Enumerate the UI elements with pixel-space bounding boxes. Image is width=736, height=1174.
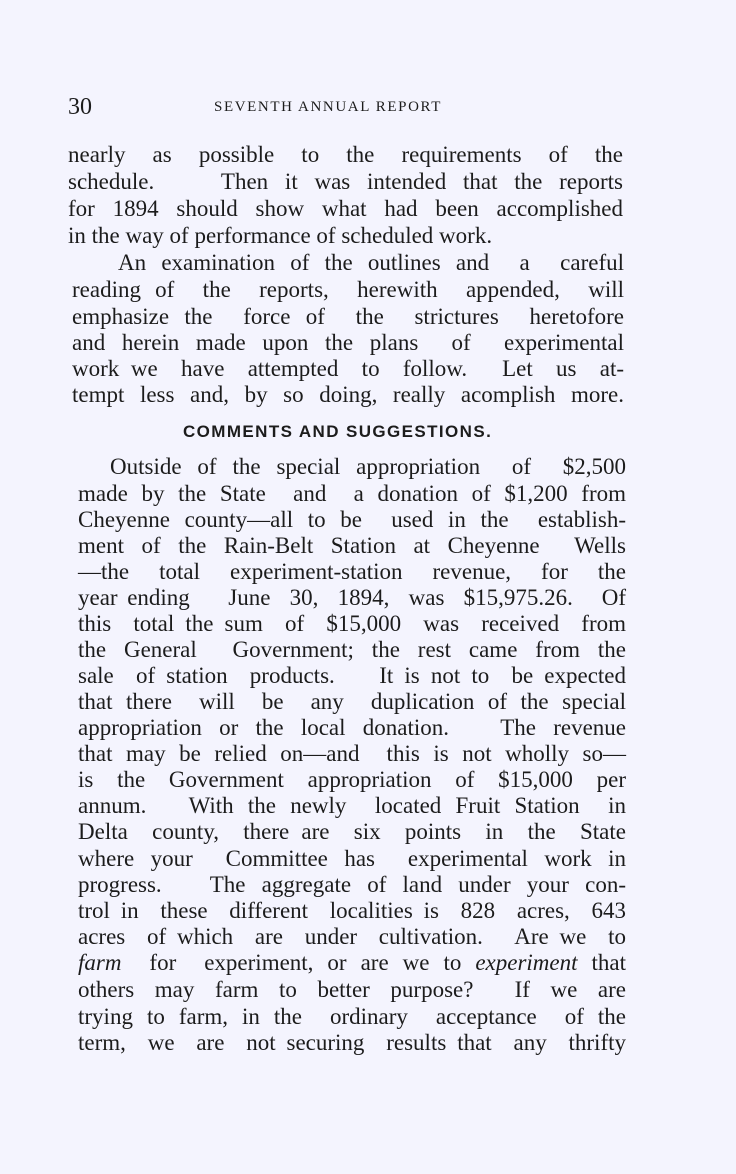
- text-line: year ending June 30, 1894, was $15,975.26. Of: [78, 585, 626, 610]
- text-line: sale of station products. It is not to be expected: [78, 663, 626, 688]
- text-span: that: [577, 950, 626, 975]
- emphasis-experiment: experiment: [475, 950, 578, 975]
- running-header: [68, 92, 628, 122]
- page-number: 30: [68, 94, 92, 120]
- section-heading: COMMENTS AND SUGGESTIONS.: [183, 422, 493, 441]
- text-line: acres of which are under cultivation. Are we to: [78, 924, 626, 949]
- text-line: where your Committee has experimental work in: [78, 846, 626, 871]
- text-line: trol in these different localities is 828 acres, 643: [78, 898, 626, 923]
- text-line: that there will be any duplication of the special: [78, 689, 626, 714]
- text-line: and herein made upon the plans of experimental: [72, 330, 624, 355]
- text-line: term, we are not securing results that any thrifty: [78, 1030, 626, 1055]
- text-line: the General Government; the rest came from the: [78, 637, 626, 662]
- text-line: in the way of performance of scheduled work.: [68, 223, 493, 248]
- text-line-mixed: [78, 950, 626, 976]
- text-line: progress. The aggregate of land under your con-: [78, 872, 626, 897]
- text-line: emphasize the force of the strictures heretofore: [72, 304, 624, 329]
- text-line: An examination of the outlines and a careful: [118, 250, 624, 275]
- text-line: is the Government appropriation of $15,000 per: [78, 767, 626, 792]
- text-line: ment of the Rain-Belt Station at Cheyenne Wells: [78, 533, 626, 558]
- text-line: trying to farm, in the ordinary acceptance of the: [78, 1004, 626, 1029]
- text-line: others may farm to better purpose? If we are: [78, 977, 626, 1002]
- text-line: Outside of the special appropriation of $2,500: [110, 454, 626, 479]
- text-line: this total the sum of $15,000 was received from: [78, 611, 626, 636]
- text-line: made by the State and a donation of $1,200 from: [78, 481, 626, 506]
- text-line: for 1894 should show what had been accomplished: [68, 196, 623, 221]
- text-line: tempt less and, by so doing, really acomplish more.: [72, 382, 624, 407]
- text-line: nearly as possible to the requirements of the: [68, 142, 623, 167]
- text-line: reading of the reports, herewith appended, will: [72, 277, 624, 302]
- text-line: that may be relied on—and this is not wholly so—: [78, 741, 626, 766]
- text-line: Cheyenne county—all to be used in the establish-: [78, 507, 626, 532]
- running-title: SEVENTH ANNUAL REPORT: [214, 99, 442, 115]
- text-line: annum. With the newly located Fruit Station in: [78, 793, 626, 818]
- text-line: schedule. Then it was intended that the reports: [68, 169, 623, 194]
- text-span: for experiment, or are we to: [121, 950, 476, 975]
- text-line: —the total experiment-station revenue, for the: [78, 559, 626, 584]
- text-line: appropriation or the local donation. The revenue: [78, 715, 626, 740]
- emphasis-farm: farm: [78, 950, 122, 975]
- text-line: work we have attempted to follow. Let us at-: [72, 356, 624, 381]
- text-line: Delta county, there are six points in the State: [78, 819, 626, 844]
